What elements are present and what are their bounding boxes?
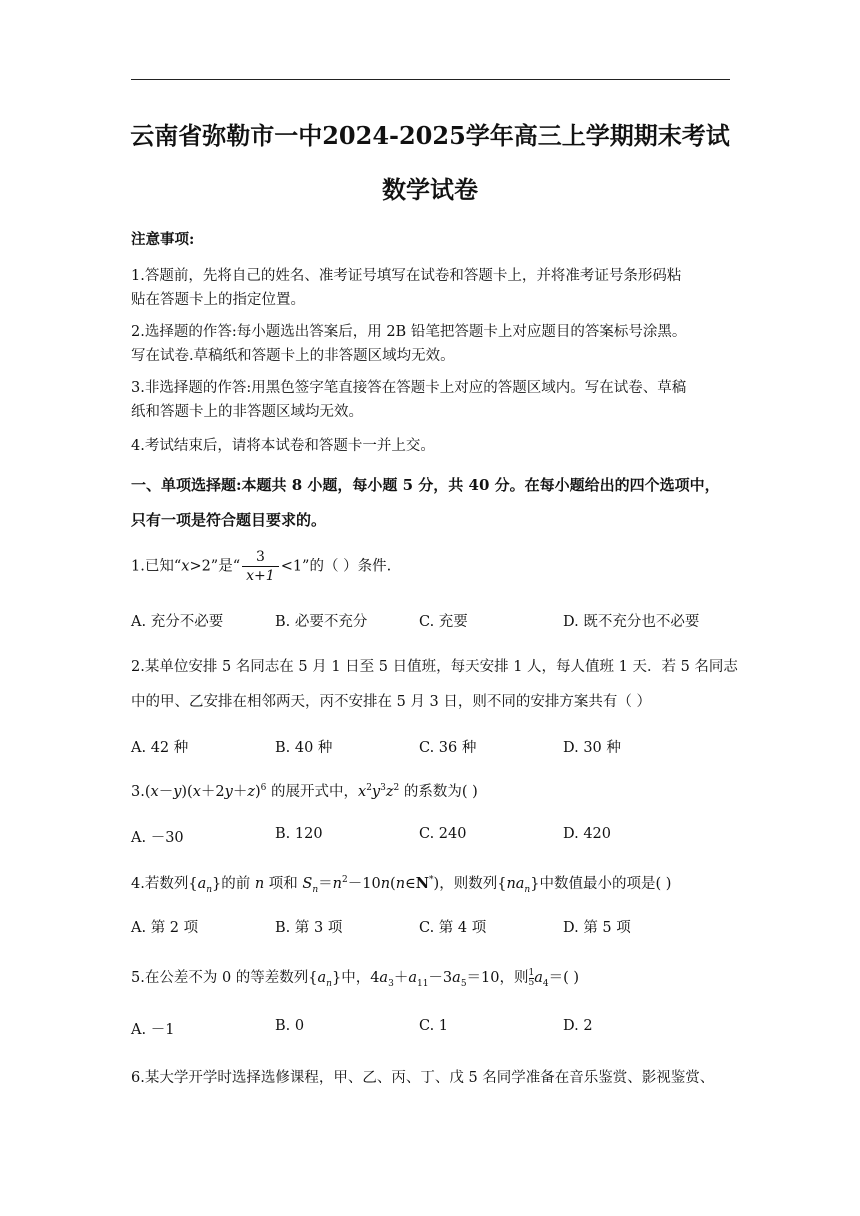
q4-star: * [429, 875, 434, 886]
q3-term: y [371, 784, 381, 800]
section-heading-cont: 只有一项是符合题目要求的。 [131, 511, 327, 529]
q4-part: ＝ [318, 876, 333, 892]
q2-option-c[interactable]: C. 36 种 [419, 740, 477, 756]
q3-part: ) [254, 784, 261, 800]
q3-term: x [358, 784, 367, 800]
q3-part: － [158, 784, 174, 800]
q3-term: z [385, 784, 394, 800]
q1-option-d[interactable]: D. 既不充分也不必要 [563, 614, 700, 630]
q4-option-c[interactable]: C. 第 4 项 [419, 920, 487, 936]
question-1 [131, 548, 391, 585]
notice-item-2: 2.选择题的作答:每小题选出答案后，用 2B 铅笔把答题卡上对应题目的答案标号涂黑。 [131, 324, 687, 340]
q3-var: x [192, 784, 201, 800]
q5-option-c[interactable]: C. 1 [419, 1018, 449, 1034]
q4-subscript: n [206, 884, 213, 895]
section-heading: 一、单项选择题:本题共 8 小题，每小题 5 分，共 40 分。在每小题给出的四个选项中， [131, 476, 720, 494]
q3-option-c[interactable]: C. 240 [419, 826, 467, 842]
q5-subscript: 4 [542, 978, 549, 989]
q3-var: y [224, 784, 233, 800]
q4-part: 4.若数列{ [131, 876, 198, 892]
q2-option-b[interactable]: B. 40 种 [275, 740, 333, 756]
q4-naturals: N [415, 875, 430, 892]
exam-title: 云南省弥勒市一中2024-2025学年高三上学期期末考试 [130, 121, 730, 150]
q5-subscript: 3 [388, 978, 394, 989]
q1-option-b[interactable]: B. 必要不充分 [275, 614, 368, 630]
q5-option-a[interactable]: A. －1 [131, 1022, 175, 1038]
q3-var: z [247, 784, 255, 800]
q5-subscript: 11 [416, 978, 429, 989]
q1-var-x: x [181, 558, 190, 575]
q1-cond: >2”是“ [189, 558, 241, 575]
q3-option-b[interactable]: B. 120 [275, 826, 323, 842]
exam-subtitle: 数学试卷 [382, 175, 478, 204]
q4-part: )，则数列{ [433, 876, 507, 892]
q1-frac-num: 3 [242, 548, 279, 567]
q4-part: 项和 [264, 876, 303, 892]
q5-var: a [317, 970, 327, 986]
q1-option-a[interactable]: A. 充分不必要 [131, 614, 224, 630]
q4-exponent: 2 [342, 875, 348, 886]
notice-item-1: 1.答题前，先将自己的姓名、准考证号填写在试卷和答题卡上，并将准考证号条形码粘 [131, 268, 682, 284]
q4-var: n [395, 876, 406, 892]
q3-var: x [150, 784, 159, 800]
q4-var: n [332, 876, 342, 892]
q5-part: }中，4 [331, 970, 380, 986]
question-3 [131, 780, 478, 801]
q3-exponent: 2 [366, 783, 372, 794]
q5-part: ＝( ) [548, 970, 580, 986]
q5-subscript: 5 [460, 978, 467, 989]
q3-option-a[interactable]: A. －30 [131, 830, 184, 846]
question-4 [131, 872, 671, 893]
q1-frac-den: x+1 [246, 568, 275, 584]
q5-frac-den: 5 [528, 977, 535, 988]
q5-var: a [534, 970, 543, 986]
notice-item-1-cont: 贴在答题卡上的指定位置。 [131, 292, 305, 308]
question-5 [131, 966, 579, 988]
q4-part: ∈ [405, 876, 416, 892]
q5-frac-num: 1 [528, 967, 535, 978]
q5-var: a [408, 970, 417, 986]
q1-suffix: <1”的（ ）条件. [280, 558, 392, 575]
notice-item-3-cont: 纸和答题卡上的非答题区域均无效。 [131, 404, 363, 420]
q4-part: －10 [347, 876, 381, 892]
q4-option-d[interactable]: D. 第 5 项 [563, 920, 631, 936]
q1-fraction [242, 548, 279, 585]
q4-subscript: n [524, 884, 531, 895]
q5-part: －3 [428, 970, 453, 986]
q4-var: n [380, 876, 391, 892]
q5-part: 5.在公差不为 0 的等差数列{ [131, 970, 318, 986]
q1-option-c[interactable]: C. 充要 [419, 614, 468, 630]
q3-part: 3.( [131, 784, 151, 800]
q4-subscript: n [312, 884, 319, 895]
q5-part: ＋ [393, 970, 409, 986]
q5-part: ＝10，则 [466, 970, 529, 986]
q3-exponent: 3 [380, 783, 386, 794]
header-rule [131, 79, 730, 80]
q3-exponent: 6 [260, 783, 267, 794]
question-2: 2.某单位安排 5 名同志在 5 月 1 日至 5 日值班，每天安排 1 人，每人值班 1 天．若 5 名同志 [131, 659, 738, 675]
notice-item-4: 4.考试结束后，请将本试卷和答题卡一并上交。 [131, 438, 435, 454]
q5-option-d[interactable]: D. 2 [563, 1018, 593, 1034]
q4-var: na [506, 876, 525, 892]
q5-subscript: n [326, 978, 332, 989]
q3-exponent: 2 [393, 783, 400, 794]
question-2-cont: 中的甲、乙安排在相邻两天，丙不安排在 5 月 3 日，则不同的安排方案共有（ ） [131, 694, 651, 710]
q4-var: n [254, 876, 265, 892]
q3-part: ＋2 [200, 784, 225, 800]
notice-item-3: 3.非选择题的作答:用黑色签字笔直接答在答题卡上对应的答题区域内。写在试卷、草稿 [131, 380, 687, 396]
q5-var: a [452, 970, 461, 986]
q2-option-a[interactable]: A. 42 种 [131, 740, 189, 756]
q5-var: a [379, 970, 389, 986]
notice-heading: 注意事项: [131, 231, 195, 248]
q2-option-d[interactable]: D. 30 种 [563, 740, 621, 756]
q5-option-b[interactable]: B. 0 [275, 1018, 305, 1034]
q3-part: 的展开式中， [266, 784, 358, 800]
q4-part: }中数值最小的项是( ) [530, 876, 672, 892]
q3-part: 的系数为( ) [399, 784, 478, 800]
notice-item-2-cont: 写在试卷.草稿纸和答题卡上的非答题区域均无效。 [131, 348, 455, 364]
question-6: 6.某大学开学时选择选修课程，甲、乙、丙、丁、戊 5 名同学准备在音乐鉴赏、影视鉴赏、 [131, 1070, 715, 1086]
q1-prefix: 1.已知“ [131, 558, 182, 575]
q3-part: ＋ [232, 784, 248, 800]
q4-part: }的前 [212, 876, 255, 892]
q3-part: )( [181, 784, 193, 800]
q4-var: a [197, 876, 207, 892]
q4-var: S [302, 876, 313, 892]
q4-option-b[interactable]: B. 第 3 项 [275, 920, 343, 936]
q3-option-d[interactable]: D. 420 [563, 826, 612, 842]
q4-part: ( [390, 876, 396, 892]
q3-var: y [173, 784, 182, 800]
q4-option-a[interactable]: A. 第 2 项 [131, 920, 199, 936]
